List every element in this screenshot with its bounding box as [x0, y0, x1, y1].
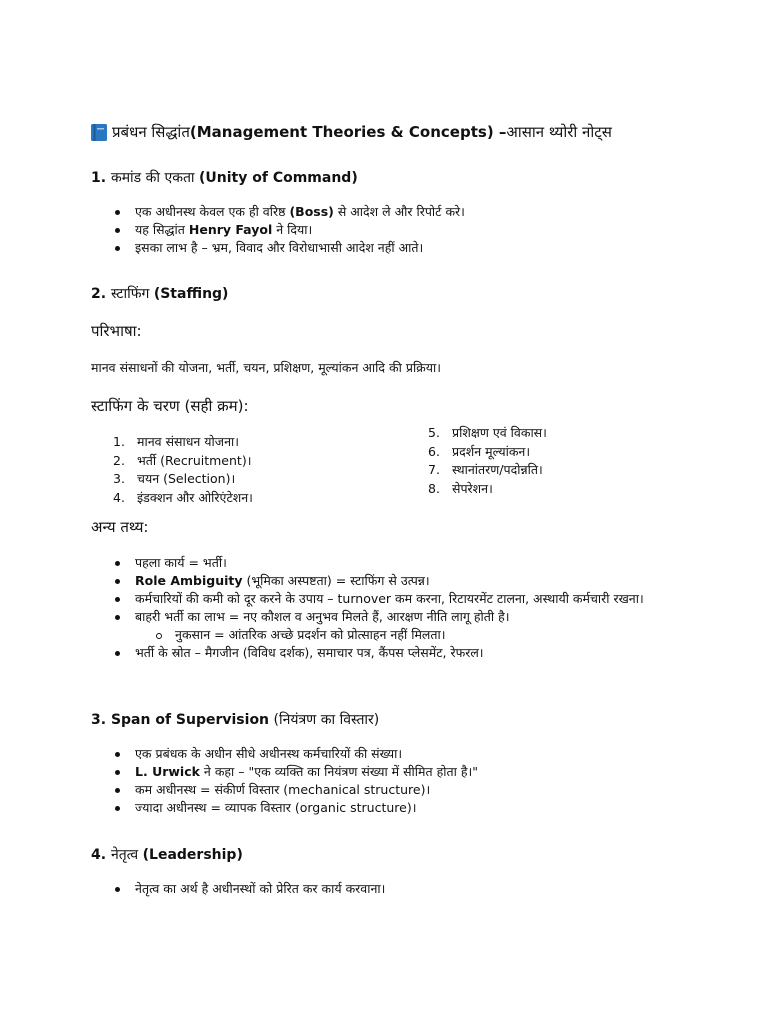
list-item: कम अधीनस्थ = संकीर्ण विस्तार (mechanical structure)।	[113, 781, 478, 799]
step-item	[428, 461, 547, 480]
step-text: इंडक्शन और ओरिएंटेशन।	[137, 489, 253, 505]
section-4-list	[113, 880, 385, 898]
section-4-heading: 4. नेतृत्व (Leadership)	[91, 847, 243, 863]
step-text: प्रशिक्षण एवं विकास।	[452, 425, 547, 440]
list-item: यह सिद्धांत Henry Fayol ने दिया।	[113, 221, 465, 239]
step-number: 3.	[113, 471, 125, 486]
section-1-list	[113, 203, 465, 257]
step-item	[113, 433, 253, 452]
sub-list-item: नुकसान = आंतरिक अच्छे प्रदर्शन को प्रोत्साहन नहीं मिलता।	[113, 626, 653, 644]
step-item	[113, 489, 253, 508]
list-item: ज्यादा अधीनस्थ = व्यापक विस्तार (organic structure)।	[113, 799, 478, 817]
list-item: एक प्रबंधक के अधीन सीधे अधीनस्थ कर्मचारियों की संख्या।	[113, 745, 478, 763]
title-hindi-prefix: प्रबंधन सिद्धांत	[112, 123, 190, 141]
step-number: 7.	[428, 462, 440, 477]
step-number: 5.	[428, 425, 440, 440]
step-text: सेपरेशन।	[452, 480, 493, 496]
list-item: कर्मचारियों की कमी को दूर करने के उपाय – turnover कम करना, रिटायरमेंट टालना, अस्थायी कर्मचारी रखना।	[113, 590, 653, 608]
title-hindi-suffix: आसान थ्योरी नोट्स	[506, 123, 612, 141]
list-item: पहला कार्य = भर्ती।	[113, 554, 653, 572]
blue-book-icon	[91, 124, 107, 141]
step-item	[428, 443, 547, 462]
steps-list-left	[113, 433, 253, 507]
step-item	[428, 424, 547, 443]
definition-heading: परिभाषा:	[91, 322, 142, 340]
section-3-heading: 3. Span of Supervision (नियंत्रण का विस्तार)	[91, 712, 380, 728]
list-item: नेतृत्व का अर्थ है अधीनस्थों को प्रेरित कर कार्य करवाना।	[113, 880, 385, 898]
step-item	[113, 452, 253, 471]
step-number: 6.	[428, 443, 440, 459]
step-number: 8.	[428, 480, 440, 496]
section-3-list	[113, 745, 478, 817]
step-text: चयन (Selection)।	[137, 471, 236, 486]
section-2-heading: 2. स्टाफिंग (Staffing)	[91, 286, 229, 302]
definition-text: मानव संसाधनों की योजना, भर्ती, चयन, प्रशिक्षण, मूल्यांकन आदि की प्रक्रिया।	[91, 360, 442, 375]
other-facts-heading: अन्य तथ्य:	[91, 518, 149, 536]
step-text: भर्ती (Recruitment)।	[137, 452, 252, 468]
step-text: मानव संसाधन योजना।	[137, 434, 239, 449]
step-text: स्थानांतरण/पदोन्नति।	[452, 462, 543, 477]
list-item: L. Urwick ने कहा – "एक व्यक्ति का नियंत्रण संख्या में सीमित होता है।"	[113, 763, 478, 781]
other-facts-list	[113, 554, 653, 662]
step-number: 4.	[113, 489, 125, 505]
list-item: एक अधीनस्थ केवल एक ही वरिष्ठ (Boss) से आदेश ले और रिपोर्ट करे।	[113, 203, 465, 221]
list-item: भर्ती के स्रोत – मैगजीन (विविध दर्शक), समाचार पत्र, कैंपस प्लेसमेंट, रेफरल।	[113, 644, 653, 662]
document-title	[91, 122, 612, 142]
step-text: प्रदर्शन मूल्यांकन।	[452, 443, 531, 459]
step-number: 2.	[113, 452, 125, 468]
list-item: बाहरी भर्ती का लाभ = नए कौशल व अनुभव मिलते हैं, आरक्षण नीति लागू होती है।	[113, 608, 653, 626]
list-item: इसका लाभ है – भ्रम, विवाद और विरोधाभासी आदेश नहीं आते।	[113, 239, 465, 257]
step-item	[428, 480, 547, 499]
step-item	[113, 470, 253, 489]
steps-list-right	[428, 424, 547, 498]
section-1-heading: 1. कमांड की एकता (Unity of Command)	[91, 170, 358, 186]
steps-heading: स्टाफिंग के चरण (सही क्रम):	[91, 397, 249, 415]
list-item: Role Ambiguity (भूमिका अस्पष्टता) = स्टाफिंग से उत्पन्न।	[113, 572, 653, 590]
step-number: 1.	[113, 434, 125, 449]
title-english-bold: (Management Theories & Concepts) –	[189, 123, 507, 141]
